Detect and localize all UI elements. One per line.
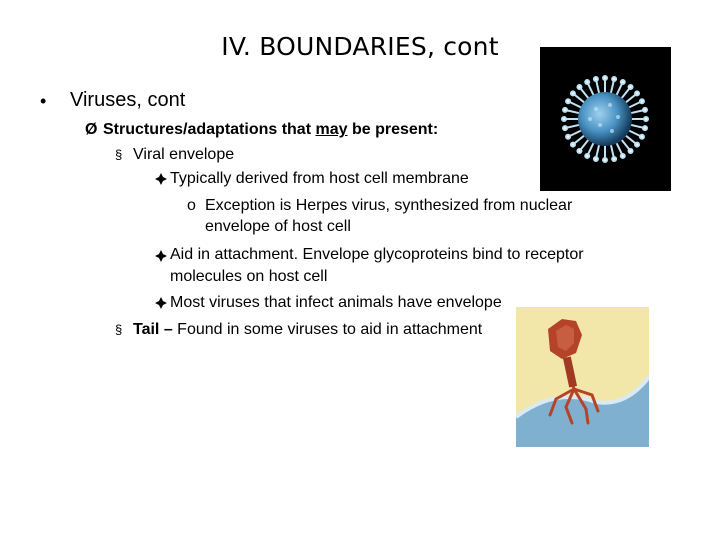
virus-spike-tip (594, 77, 598, 81)
virus-spike-tip (644, 117, 648, 121)
virus-spike-tip (562, 117, 566, 121)
virus-spike-tip (566, 135, 570, 139)
bacteriophage-icon (516, 307, 649, 447)
structures-text-before: Structures/adaptations that (103, 121, 316, 138)
tail-bold: Tail – (133, 321, 173, 338)
bacteriophage-image (516, 307, 649, 447)
arrow-bullet: Ø (85, 121, 98, 138)
virus-spike-tip (612, 77, 616, 81)
virus-spike-tip (571, 91, 575, 95)
virus-spike-tip (563, 108, 567, 112)
virus-spike-tip (621, 80, 625, 84)
exception-line-1: Exception is Herpes virus, synthesized from nuclear (205, 197, 573, 214)
virus-spike-tip (566, 99, 570, 103)
virus-spike-tip (577, 85, 581, 89)
virus-spike-tip (635, 143, 639, 147)
virus-spike-tip (594, 157, 598, 161)
virus-spike-tip (603, 158, 607, 162)
slide-title: IV. BOUNDARIES, cont (221, 32, 499, 61)
square-bullet-tail: § (115, 322, 123, 337)
virus-spike-tip (629, 149, 633, 153)
virus-spike-tip (643, 126, 647, 130)
spherical-virus-icon (540, 47, 671, 191)
bullet-dot: • (40, 91, 47, 111)
virus-spike-tip (603, 76, 607, 80)
circle-bullet: o (187, 197, 196, 214)
viral-envelope-label: Viral envelope (133, 146, 235, 163)
virus-spike-tip (577, 149, 581, 153)
may-underlined: may (315, 121, 348, 138)
bullet-viruses (40, 90, 46, 113)
virus-spike-tip (563, 126, 567, 130)
structures-text-after: be present: (347, 121, 439, 138)
tail-text: Found in some viruses to aid in attachment (172, 321, 483, 338)
virus-spike-tip (629, 85, 633, 89)
virus-spike-tip (643, 108, 647, 112)
diamond-bullet-icon (154, 172, 168, 186)
diamond-bullet-icon (154, 249, 168, 263)
envelope-point-3: Most viruses that infect animals have envelope (170, 294, 502, 311)
virus-spike-tip (585, 154, 589, 158)
tail-line (133, 321, 482, 339)
virus-spike-tip (585, 80, 589, 84)
envelope-point-2-line-1: Aid in attachment. Envelope glycoproteins bind to receptor (170, 246, 584, 263)
diamond-bullet-2 (154, 249, 168, 268)
diamond-bullet-icon (154, 296, 168, 310)
virus-spike-tip (621, 154, 625, 158)
virus-spike-tip (612, 157, 616, 161)
square-bullet-envelope: § (115, 147, 123, 162)
exception-line-2: envelope of host cell (205, 218, 351, 235)
virus-spike-tip (640, 135, 644, 139)
viruses-heading: Viruses, cont (70, 89, 186, 111)
virus-spike-tip (571, 143, 575, 147)
diamond-bullet-1 (154, 172, 168, 191)
virus-spike-tip (635, 91, 639, 95)
virus-spike-tip (640, 99, 644, 103)
virus-image (540, 47, 671, 191)
envelope-point-1: Typically derived from host cell membrane (170, 170, 469, 187)
envelope-point-2-line-2: molecules on host cell (170, 268, 328, 285)
structures-line (103, 121, 438, 139)
diamond-bullet-3 (154, 296, 168, 315)
